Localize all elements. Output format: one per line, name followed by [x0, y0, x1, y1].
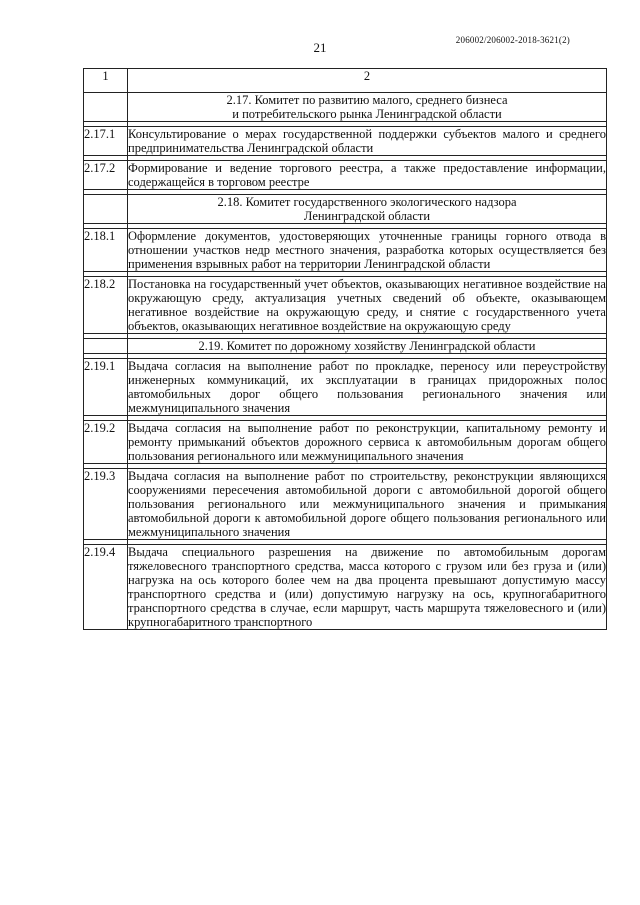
item-number: 2.19.2 [84, 421, 128, 464]
item-description: Формирование и ведение торгового реестра, а также предоставление информации, содержащейся в торговом реестре [128, 161, 606, 189]
item-number: 2.17.1 [84, 127, 128, 156]
column-header-2: 2 [128, 69, 607, 93]
section-empty-cell [84, 195, 128, 224]
item-description: Постановка на государственный учет объектов, оказывающих негативное воздействие на окружающую среду, актуализация учетных сведений об объекте, оказывающем негативное воздействие на окружающую среду, и снятие с государственного учета объектов, оказывающих негативное воздействие на окружающую среду [128, 277, 606, 333]
section-title: 2.17. Комитет по развитию малого, среднего бизнеса и потребительского рынка Ленинградской области [128, 93, 607, 122]
item-number: 2.19.4 [84, 545, 128, 630]
section-empty-cell [84, 93, 128, 122]
table-row [84, 545, 607, 630]
item-number: 2.18.2 [84, 277, 128, 334]
item-description: Оформление документов, удостоверяющих уточненные границы горного отвода в отношении участков недр местного значения, разработка которых осуществляется без применения взрывных работ на территории Ленинградской области [128, 229, 606, 271]
section-row [84, 195, 607, 224]
section-title: 2.19. Комитет по дорожному хозяйству Ленинградской области [128, 339, 607, 354]
column-header-1: 1 [84, 69, 128, 93]
section-title: 2.18. Комитет государственного экологического надзора Ленинградской области [128, 195, 607, 224]
item-description: Выдача согласия на выполнение работ по реконструкции, капитальному ремонту и ремонту примыканий объектов дорожного сервиса к автомобильным дорогам общего пользования регионального или межмуниципального значения [128, 421, 606, 463]
section-row [84, 93, 607, 122]
item-description: Выдача согласия на выполнение работ по строительству, реконструкции являющихся сооружениями пересечения автомобильной дороги с автомобильной дорогой общего пользования регионального или межмуниципального значения и примыкания автомобильной дороги к автомобильной дороге общего пользования регионального или межмуниципального значения [128, 469, 606, 539]
table-header-row [84, 69, 607, 93]
table-row [84, 421, 607, 464]
document-id: 206002/206002-2018-3621(2) [455, 35, 570, 45]
page-number: 21 [313, 40, 327, 55]
item-number: 2.19.3 [84, 469, 128, 540]
table-row [84, 127, 607, 156]
section-row [84, 339, 607, 354]
table-row [84, 229, 607, 272]
item-description: Выдача согласия на выполнение работ по прокладке, переносу или переустройству инженерных коммуникаций, их эксплуатации в границах придорожных полос автомобильных дорог общего пользования регионального значения или межмуниципального значения [128, 359, 606, 415]
services-table [83, 68, 607, 630]
table-row [84, 277, 607, 334]
item-number: 2.18.1 [84, 229, 128, 272]
section-empty-cell [84, 339, 128, 354]
item-number: 2.17.2 [84, 161, 128, 190]
table-row [84, 161, 607, 190]
table-row [84, 469, 607, 540]
item-number: 2.19.1 [84, 359, 128, 416]
item-description: Выдача специального разрешения на движение по автомобильным дорогам тяжеловесного транспортного средства, масса которого с грузом или без груза и (или) нагрузка на ось которого более чем на два процента превышают допустимую массу транспортного средства и (или) допустимую нагрузку на ось, крупногабаритного транспортного средства в случае, если маршрут, часть маршрута тяжеловесного и (или) крупногабаритного транспортного [128, 545, 606, 629]
item-description: Консультирование о мерах государственной поддержки субъектов малого и среднего предпринимательства Ленинградской области [128, 127, 606, 155]
table-row [84, 359, 607, 416]
